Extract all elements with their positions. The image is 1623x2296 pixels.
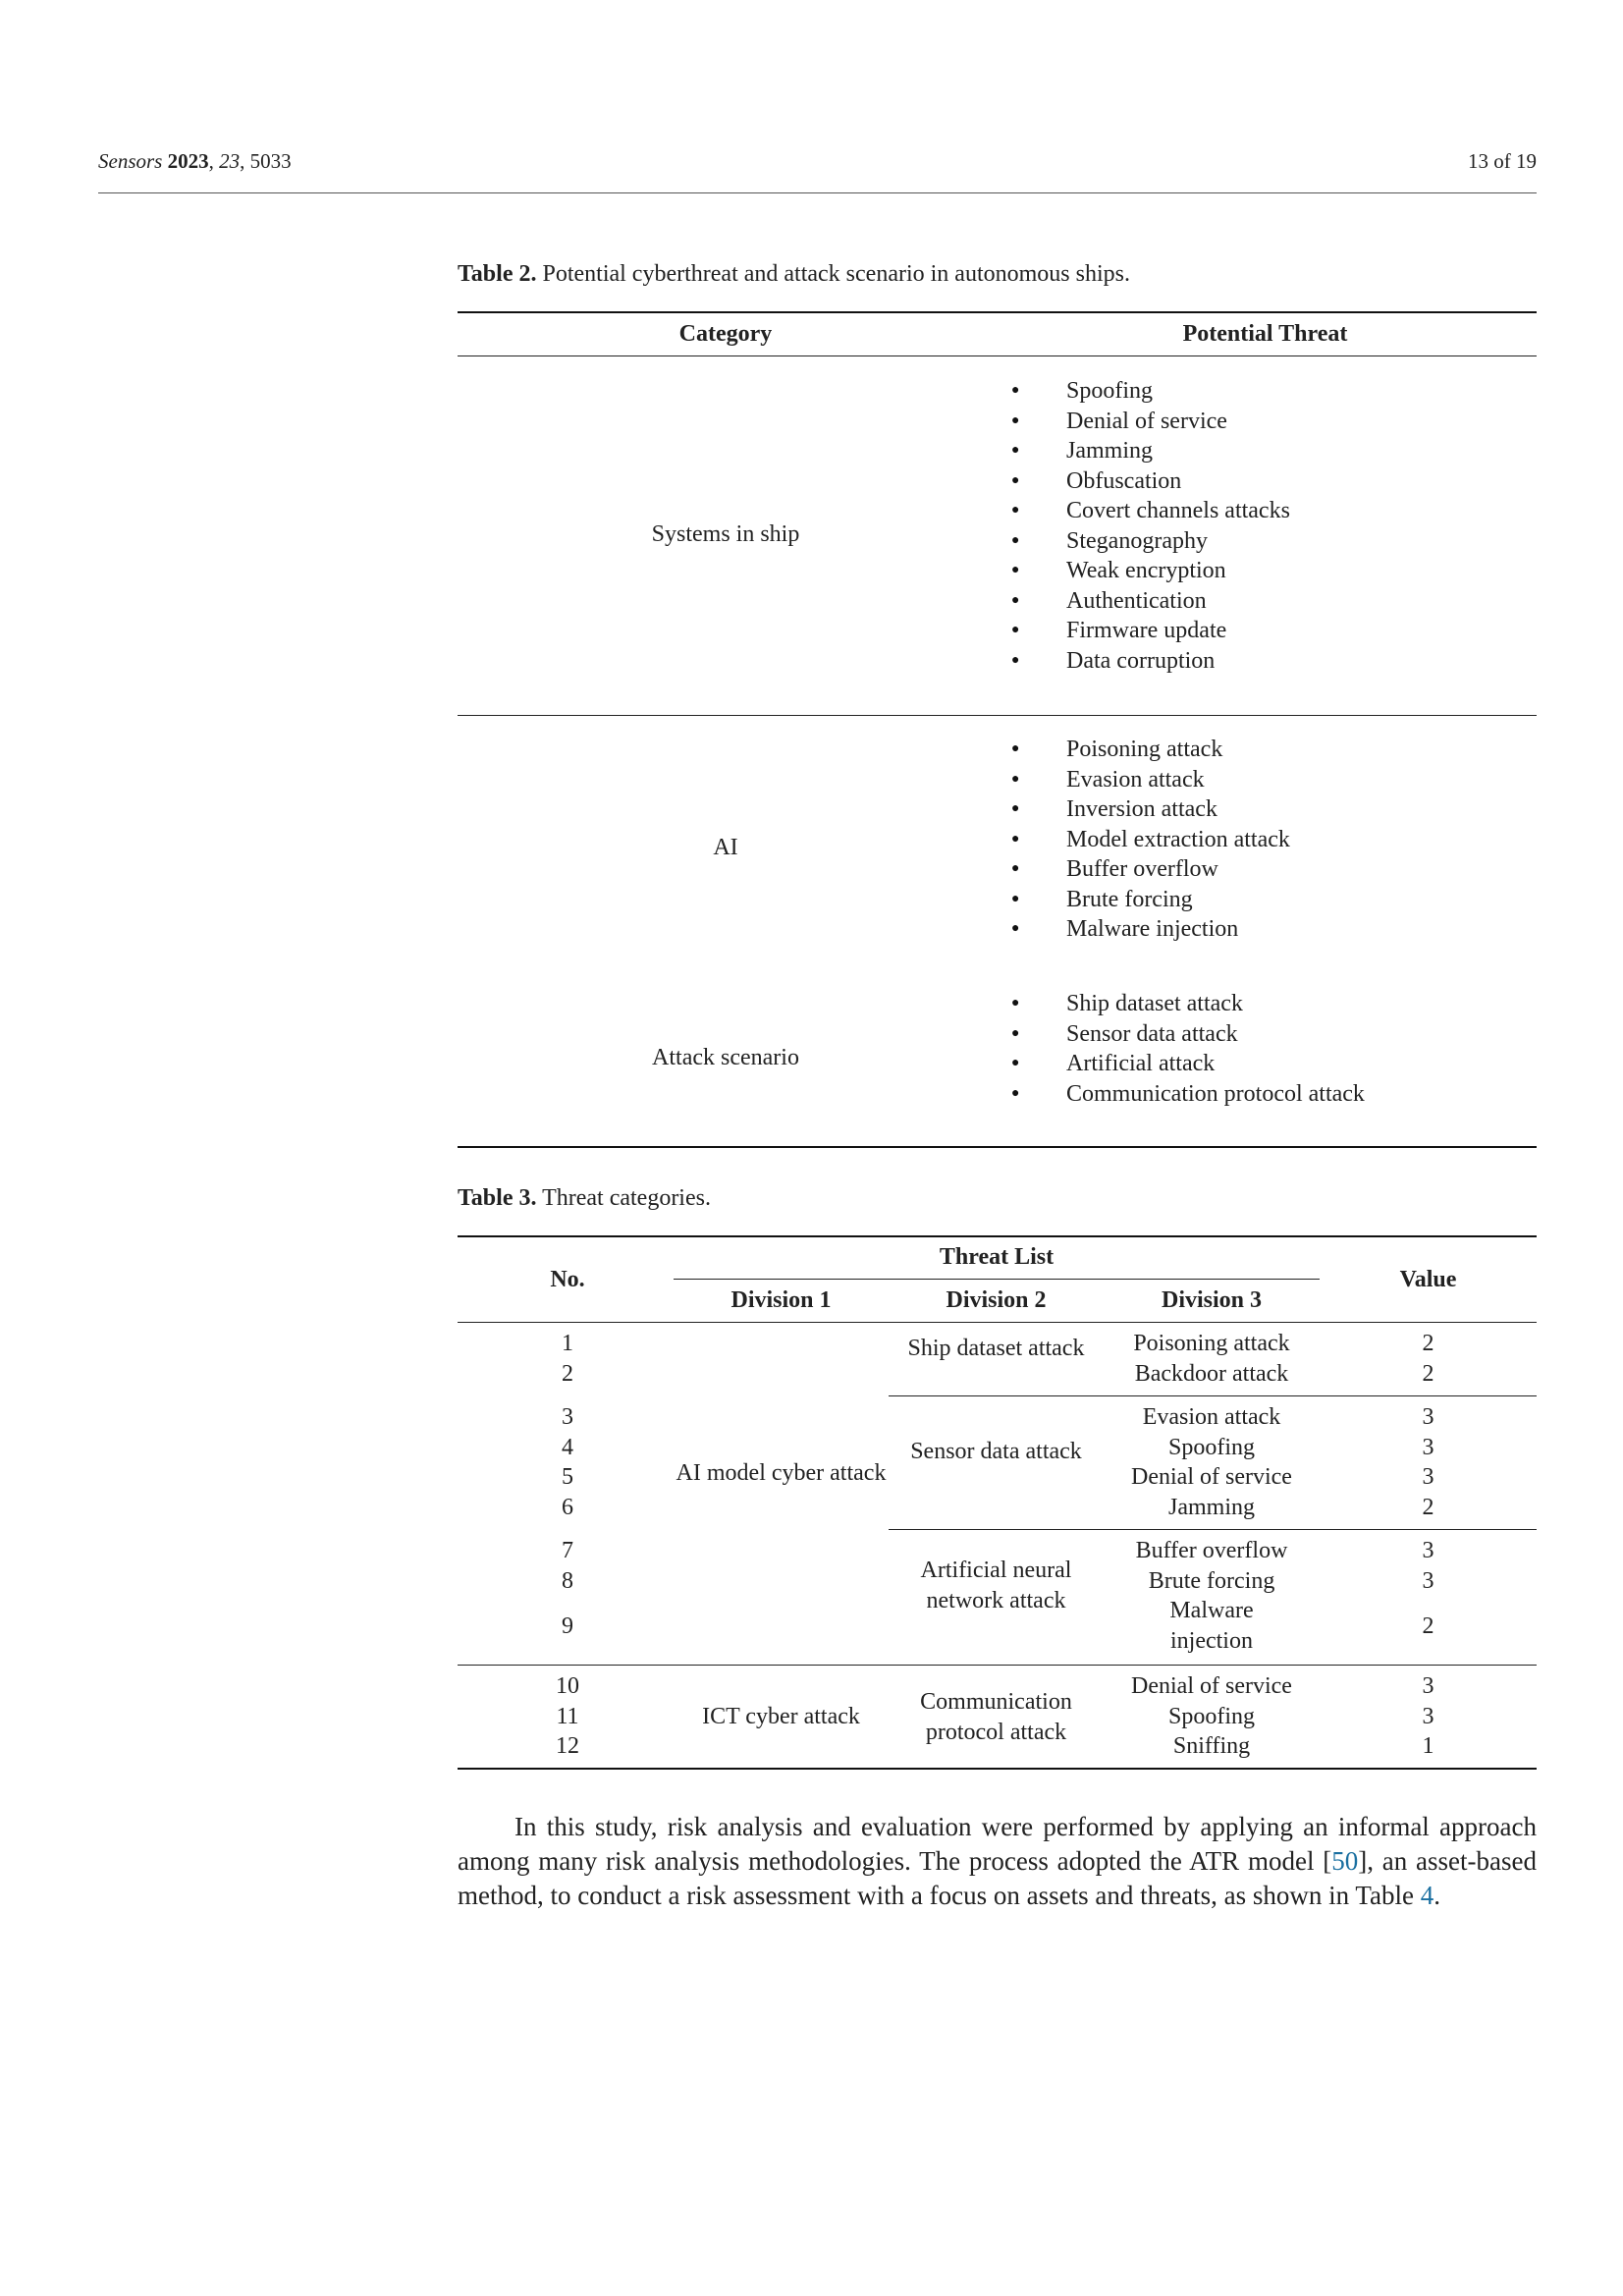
table-cell: 4 [562,1434,573,1460]
header-divider [98,192,1537,193]
table3-bottom-rule [458,1768,1537,1770]
table-cell: 9 [562,1613,573,1639]
table-cell: 2 [1422,1613,1434,1639]
table3-header-rule [458,1322,1537,1323]
table-cell: 3 [1422,1538,1434,1563]
table-cell: Jamming [1168,1494,1255,1520]
list-item: ● Covert channels attacks [1011,496,1290,526]
table-cell: 5 [562,1464,573,1490]
list-item: ● Steganography [1011,526,1290,557]
table-cell: Brute forcing [1148,1567,1275,1594]
list-item: ● Weak encryption [1011,556,1290,586]
table-cell: 3 [1422,1567,1434,1594]
value-column [1320,1402,1537,1522]
table-cell: 6 [562,1494,573,1520]
division2-cell: Communication protocol attack [920,1689,1072,1745]
list-item: ● Sensor data attack [1011,1019,1365,1050]
table3-header-threat-list: Threat List [939,1244,1055,1270]
table-cell: 11 [556,1703,579,1729]
value-column [1320,1671,1537,1762]
number-column [458,1329,677,1389]
list-item: ● Malware injection [1011,914,1290,945]
list-item: ● Brute forcing [1011,885,1290,915]
table-cell: 10 [556,1673,579,1699]
table2-caption: Table 2. Potential cyberthreat and attack scenario in autonomous ships. [458,261,1130,287]
table-cell: 2 [1422,1331,1434,1356]
number-column [458,1671,677,1762]
division1-cell: AI model cyber attack [676,1460,887,1486]
table3-header-division2: Division 2 [946,1287,1047,1313]
running-header [98,149,1537,183]
table-cell: 3 [1422,1703,1434,1729]
table-cell: 12 [556,1733,579,1759]
table-cell: 2 [1422,1494,1434,1520]
table3-section-rule [458,1665,1537,1666]
table-cell: 2 [1422,1360,1434,1387]
list-item: ● Model extraction attack [1011,825,1290,855]
table-cell: Buffer overflow [1135,1538,1288,1563]
division3-column [1104,1671,1320,1762]
list-item: ● Jamming [1011,436,1290,466]
threat-list [1011,989,1365,1109]
body-paragraph: In this study, risk analysis and evaluation were performed by applying an informal approach among many risk analysis methodologies. The process adopted the ATR model [50], an asset-based method, to conduct a risk assessment with a focus on assets and threats, as shown in Table 4. [458,1812,1537,1910]
table3-group-rule [889,1529,1537,1530]
table-cell: 3 [1422,1434,1434,1460]
table3-header-value: Value [1399,1267,1457,1292]
division2-cell: Artificial neural network attack [920,1558,1072,1613]
list-item: ● Firmware update [1011,616,1290,646]
table-cell: Spoofing [1167,1703,1255,1729]
threat-list [1011,376,1290,676]
number-column [458,1402,677,1522]
table-cell: Evasion attack [1142,1404,1281,1430]
table-cell: 7 [562,1538,573,1563]
list-item: ● Data corruption [1011,646,1290,677]
table-cell: 3 [1422,1673,1434,1699]
list-item: ● Evasion attack [1011,765,1290,795]
table3-header-no: No. [550,1267,585,1292]
division3-column [1104,1402,1320,1522]
table-cell: Spoofing [1167,1434,1255,1460]
table-cell: Denial of service [1131,1464,1292,1490]
citation-link[interactable]: 50 [1331,1846,1359,1876]
journal-citation: Sensors 2023, 23, 5033 [98,149,292,173]
list-item: ● Poisoning attack [1011,735,1290,765]
table-cell: Malware injection [1169,1598,1254,1654]
table2-category: AI [713,835,738,860]
division1-cell: ICT cyber attack [702,1704,860,1729]
table-cell: 3 [562,1404,573,1430]
threat-list [1011,735,1290,945]
value-column [1320,1536,1537,1596]
list-item: ● Communication protocol attack [1011,1079,1365,1110]
table2-header-category: Category [678,321,773,347]
table3-header-division3: Division 3 [1161,1287,1263,1313]
threat-list-subrule [674,1279,1320,1280]
table-cell: 3 [1422,1404,1434,1430]
list-item: ● Buffer overflow [1011,854,1290,885]
value-column [1320,1329,1537,1389]
table3-top-rule [458,1235,1537,1237]
table-cell: 8 [562,1567,573,1594]
table-cell: 3 [1422,1464,1434,1490]
table2-top-rule [458,311,1537,313]
table-cell: Sniffing [1172,1733,1251,1759]
table-cell: 1 [562,1331,573,1356]
table3-group-rule [889,1395,1537,1396]
table-cell: Backdoor attack [1134,1360,1289,1387]
list-item: ● Spoofing [1011,376,1290,407]
table2-category: Systems in ship [651,521,800,547]
table2-header-threat: Potential Threat [1182,321,1348,347]
table-cell: 2 [562,1360,573,1387]
division2-cell: Sensor data attack [910,1439,1082,1464]
division3-column [1104,1329,1320,1389]
table2-bottom-rule [458,1146,1537,1148]
table2-header-rule [458,355,1537,356]
list-item: ● Artificial attack [1011,1049,1365,1079]
list-item: ● Obfuscation [1011,466,1290,497]
page-number: 13 of 19 [1468,149,1537,173]
division3-column [1104,1536,1320,1596]
list-item: ● Inversion attack [1011,794,1290,825]
list-item: ● Denial of service [1011,407,1290,437]
number-column [458,1612,677,1642]
division2-cell: Ship dataset attack [907,1336,1085,1361]
table2-category: Attack scenario [652,1045,799,1070]
table-cell: 1 [1422,1733,1434,1759]
number-column [458,1536,677,1596]
value-column [1320,1612,1537,1642]
table3-caption: Table 3. Threat categories. [458,1185,711,1211]
table3-header-division1: Division 1 [730,1287,832,1313]
table2-row-rule [458,715,1537,716]
list-item: ● Ship dataset attack [1011,989,1365,1019]
table-cell: Denial of service [1131,1673,1292,1699]
table-cell: Poisoning attack [1133,1331,1290,1356]
list-item: ● Authentication [1011,586,1290,617]
table-reference-link[interactable]: 4 [1420,1881,1434,1910]
